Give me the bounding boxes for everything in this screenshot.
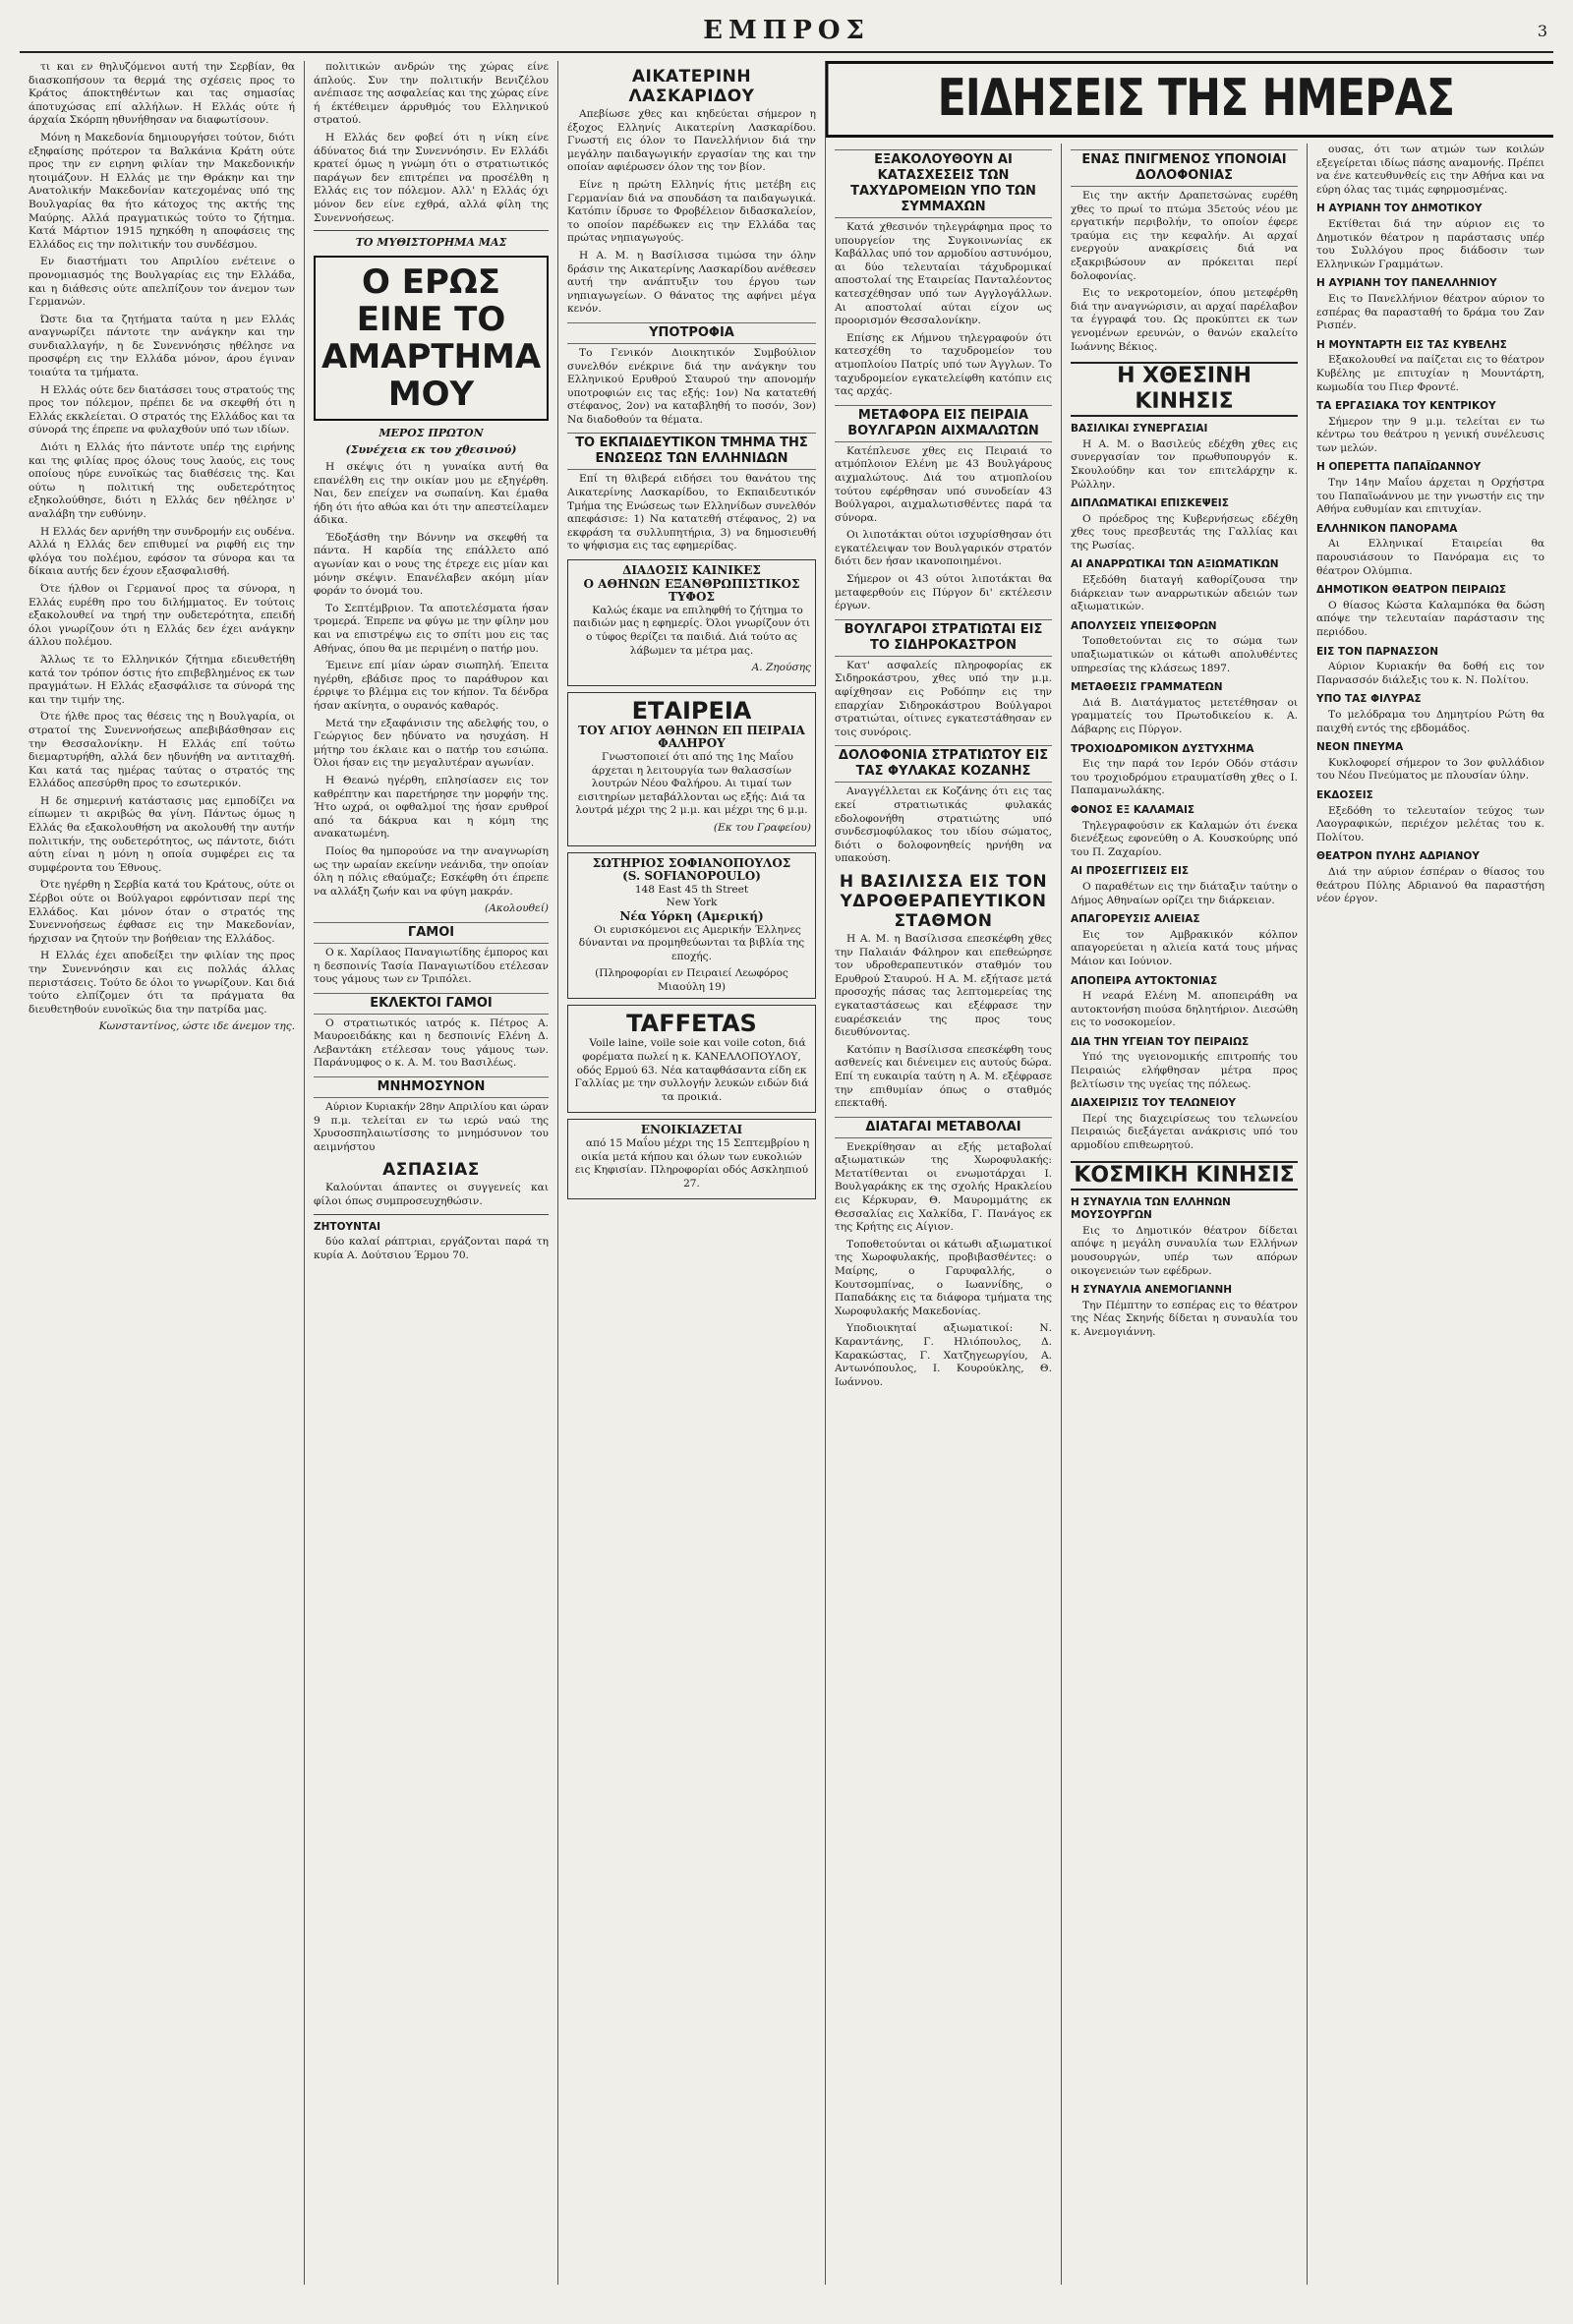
news-paragraph: Εις το νεκροτομείον, όπου μετεφέρθη διά την αναγνώρισιν, αι αρχαί παρέλαβον τα έγγραφά του. Ως προκύπτει εκ των γενομένων ερευνών, ο θανών εκαλείτο Ιωάννης Βέκιος. [1071, 287, 1298, 353]
rent-title: ΕΝΟΙΚΙΑΖΕΤΑΙ [640, 1123, 743, 1137]
item-heading: ΑΠΑΓΟΡΕΥΣΙΣ ΑΛΙΕΙΑΣ [1071, 913, 1200, 926]
advert-signature: Α. Ζηούσης [751, 662, 811, 674]
advert-typhus [567, 559, 816, 686]
news-paragraph: ουσας, ότι των ατμών των κοιλών εξεγείρεται ιδίως πάσης αναμονής. Πρέπει να ένε κατευθυνθείς εις την Αθήνα και να εύρη όλας τας τιμάς εφηρμοσμένας. [1316, 144, 1544, 196]
item-heading: ΕΚΔΟΣΕΙΣ [1316, 788, 1373, 801]
item-text: Ο πρόεδρος της Κυβερνήσεως εδέχθη χθες τους πρεσβευτάς της Γαλλίας και της Ρωσίας. [1071, 512, 1298, 552]
item-heading: ΕΛΛΗΝΙΚΟΝ ΠΑΝΟΡΑΜΑ [1316, 522, 1458, 535]
newspaper-page [20, 12, 1553, 2293]
obituary-paragraph: Η Α. Μ. η Βασίλισσα τιμώσα την όλην δράσιν της Αικατερίνης Λασκαρίδου ανέθεσεν αυτή την ανάπτυξιν του έργου των νηπιαγωγείων. Ο θάνατος της αφήνει μέγα κενόν. [567, 249, 816, 316]
news-heading: ΕΞΑΚΟΛΟΥΘΟΥΝ ΑΙ ΚΑΤΑΣΧΕΣΕΙΣ ΤΩΝ ΤΑΧΥΔΡΟΜΕΙΩΝ ΥΠΟ ΤΩΝ ΣΥΜΜΑΧΩΝ [835, 149, 1052, 218]
news-paragraph: Επίσης εκ Λήμνου τηλεγραφούν ότι κατεσχέθη το ταχυδρομείον του ατμοπλοίου Πατρίς υπό των Άγγλων. Το ταχυδρομείον εγκατελείφθη κατόπιν εις τας αρχάς. [835, 331, 1052, 398]
item-text: Ο παραθέτων εις την διάταξιν ταύτην ο Δήμος Αθηναίων ορίζει την διάρκειαν. [1071, 880, 1298, 906]
item-text: Η νεαρά Ελένη Μ. αποπειράθη να αυτοκτονήση πιούσα δηλητήριον. Διεσώθη εις το νοσοκομείον. [1071, 990, 1298, 1029]
item-text: Σήμερον την 9 μ.μ. τελείται εν τω κέντρω του θεάτρου η γενική συνέλευσις των μελών. [1316, 415, 1544, 454]
divider [314, 1214, 549, 1215]
news-paragraph: Υποδιοικηταί αξιωματικοί: Ν. Καραντάνης, Γ. Ηλιόπουλος, Δ. Καρακώστας, Γ. Χατζηγεωργίου, Α. Αντωνόπουλος, Ι. Κουρούκλης, Θ. Ιωάννου. [835, 1322, 1052, 1388]
article-paragraph: πολιτικών ανδρών της χώρας είνε άπλούς. Συν την πολιτικήν Βενιζέλου ανέπιασε της ασφαλείας και της χώρας είνε ή έκτέθειμεν άρρυθμός του Ελληνικού στρατού. [314, 61, 549, 127]
memorial-name: ΑΣΠΑΣΙΑΣ [382, 1160, 480, 1181]
column-3 [558, 61, 826, 2285]
item-text: Εις το Δημοτικόν θέατρον δίδεται απόψε η μεγάλη συναυλία των Ελλήνων μουσουργών, υπέρ των απόρων οικογενειών των εφέδρων. [1071, 1224, 1298, 1277]
item-heading: ΑΠΟΛΥΣΕΙΣ ΥΠΕΙΣΦΟΡΩΝ [1071, 619, 1217, 632]
obituary-heading: ΑΙΚΑΤΕΡΙΝΗ ΛΑΣΚΑΡΙΔΟΥ [628, 67, 755, 106]
news-heading: ΕΝΑΣ ΠΝΙΓΜΕΝΟΣ ΥΠΟΝΟΙΑΙ ΔΟΛΟΦΟΝΙΑΣ [1071, 149, 1298, 187]
news-section [826, 61, 1553, 2285]
column-5 [1062, 144, 1308, 2285]
article-paragraph: τι και εν θηλυζόμενοι αυτή την Σερβίαν, θα διασκοπήσουν τα θερμά της σχέσεις προς το Κράτος άποκτηθέντων και τας σημασίας άποτυχώσας επί αλλήλων. Η Ελλάς ούτε ή άρχαία Σκόρπη ηθυνήθησαν να διαφωτίσουν. [29, 61, 295, 127]
item-heading: ΒΑΣΙΛΙΚΑΙ ΣΥΝΕΡΓΑΣΙΑΙ [1071, 423, 1208, 436]
item-heading: ΑΠΟΠΕΙΡΑ ΑΥΤΟΚΤΟΝΙΑΣ [1071, 974, 1218, 987]
serial-paragraph: Μετά την εξαφάνισιν της αδελφής του, ο Γεώργιος δεν ηδύνατο να ησυχάση. Η μήτηρ του έκλαιε και ο πατήρ του εσιώπα. Όλοι ήσαν εις την μεγαλυτέραν αγωνίαν. [314, 717, 549, 770]
item-text: Εις τον Αμβρακικόν κόλπον απαγορεύεται η αλιεία κατά τους μήνας Μάιον και Ιούνιον. [1071, 928, 1298, 967]
advert-title: Ο ΑΘΗΝΩΝ ΕΞΑΝΘΡΩΠΙΣΤΙΚΟΣ ΤΥΦΟΣ [583, 576, 800, 605]
news-paragraph: Σήμερον οι 43 ούτοι λιποτάκται θα μεταφερθούν εις Πύργον δι' εκτέλεσιν έργων. [835, 573, 1052, 612]
item-text: Εκτίθεται διά την αύριον εις το Δημοτικόν θέατρον η παράστασις υπέρ του Συλλόγου προς διάδοσιν των Ελληνικών Γραμμάτων. [1316, 217, 1544, 270]
shop-city: Νέα Υόρκη (Αμερική) [619, 908, 764, 923]
article-paragraph: Εν διαστήματι του Απριλίου ενέτεινε ο προνομιασμός της Βουλγαρίας εις την Ελλάδα, και η διάθεσις ούτε απελπίζουν τον άνεμον των Γερμανών. [29, 256, 295, 309]
item-text: Διά Β. Διατάγματος μετετέθησαν οι γραμματείς του Πρωτοδικείου κ. Α. Δάβαρης εις Πύργον. [1071, 696, 1298, 735]
shop-address-2: New York [666, 897, 718, 909]
article-paragraph: Ότε ήλθε προς τας θέσεις της η Βουλγαρία, οι στρατοί της Συνεννοήσεως απεβιβάσθησαν εις την Θεσσαλονίκην. Η Ελλάς επί τούτω διεμαρτυρήθη, αλλά δεν ηδυνήθη να αντιταχθή. Και κατά τας ημέρας ταύτας ο στρατός της Ελλάδος απεσύρθη προς το εσωτερικόν. [29, 711, 295, 790]
news-columns [826, 144, 1553, 2285]
company-subtitle: ΤΟΥ ΑΓΙΟΥ ΑΘΗΝΩΝ ΕΠ ΠΕΙΡΑΙΑ ΦΑΛΗΡΟΥ [578, 723, 805, 751]
item-text: Εις το Πανελλήνιον θέατρον αύριον το εσπέρας θα παρασταθή το δράμα του Ζαν Ρισπέν. [1316, 292, 1544, 332]
news-heading: ΔΙΑΤΑΓΑΙ ΜΕΤΑΒΟΛΑΙ [835, 1117, 1052, 1138]
taffetas-title: TAFFETAS [626, 1010, 757, 1038]
item-heading: Η ΣΥΝΑΥΛΙΑ ΤΩΝ ΕΛΛΗΝΩΝ ΜΟΥΣΟΥΡΓΩΝ [1071, 1195, 1231, 1222]
item-heading: ΑΙ ΑΝΑΡΡΩΤΙΚΑΙ ΤΩΝ ΑΞΙΩΜΑΤΙΚΩΝ [1071, 558, 1279, 571]
item-text: Ο θίασος Κώστα Καλαμπόκα θα δώση απόψε την τελευταίαν παράστασιν της περιόδου. [1316, 599, 1544, 638]
item-heading: ΔΙΑΧΕΙΡΙΣΙΣ ΤΟΥ ΤΕΛΩΝΕΙΟΥ [1071, 1097, 1236, 1110]
article-paragraph: Ότε ηγέρθη η Σερβία κατά του Κράτους, ούτε οι Σέρβοι ούτε οι Βούλγαροι εφρόντισαν περί της Ελλάδος. Και μόνον όταν ο στρατός της Συνεννοήσεως έφθασε εις την Μακεδονίαν, ήρχισαν να ζητούν την βοήθειαν της Ελλάδος. [29, 879, 295, 945]
news-paragraph: Ενεκρίθησαν αι εξής μεταβολαί αξιωματικών της Χωροφυλακής: Μετατίθενται οι ενωμοτάρχαι Ι. Βουλγαράκης εκ της σχολής Ηρακλείου εις Κέρκυραν, Θ. Μαυρομμάτης εκ Θεσσαλίας εις Χαλκίδα, Γ. Πανάγος εκ της Κρήτης εις Αίγιον. [835, 1140, 1052, 1234]
item-text: Τοποθετούνται εις το σώμα των υπαξιωματικών οι κάτωθι απολυθέντες υπηρεσίας της κλάσεως 1897. [1071, 635, 1298, 674]
column-2 [305, 61, 558, 2285]
item-text: Κυκλοφορεί σήμερον το 3ον φυλλάδιον του Νέου Πνεύματος με πλουσίαν ύλην. [1316, 756, 1544, 783]
weddings-heading: ΓΑΜΟΙ [314, 922, 549, 944]
news-paragraph: Εις την ακτήν Δραπετσώνας ευρέθη χθες το πρωί το πτώμα 35ετούς νέου με εργατικήν περιβολήν, το οποίον έφερε τραύμα εις την κεφαλήν. Αι αρχαί ενεργούν ανακρίσεις διά να εξακριβώσουν αν πρόκειται περί δολοφονίας. [1071, 190, 1298, 282]
item-text: Περί της διαχειρίσεως του τελωνείου Πειραιώς διεξάγεται ανάκρισις υπό του αρμοδίου επιθεωρητού. [1071, 1112, 1298, 1152]
article-paragraph: Διότι η Ελλάς ήτο πάντοτε υπέρ της ειρήνης και της φιλίας προς όλους τους λαούς, εις τους οποίους ηύρε ευνοϊκώς τας διαθέσεις της. Και ούτω η πολιτική της ουδετερότητος εξηκολούθησε, διότι η Ελλάς δεν ηθέλησε ν' αναλάβη την ευθύνην. [29, 441, 295, 520]
advert-shop [567, 852, 816, 1000]
wanted-text: δύο καλαί ράπτριαι, εργάζονται παρά τη κυρία Α. Δούτσιου Έρμου 70. [314, 1236, 549, 1261]
item-heading: ΥΠΟ ΤΑΣ ΦΙΛΥΡΑΣ [1316, 693, 1422, 706]
exams-text: Το Γενικόν Διοικητικόν Συμβούλιον συνελθόν ενέκρινε διά την ανάγκην του Ελληνικού Ερυθρού Σταυρού την απονομήν υποτροφιών εις τας εξής: 1ον) Να κατατεθή στέφανος, 2ον) να καταβληθή το ποσόν, 3ον) Να διαδοθούν τα θέματα. [567, 346, 816, 426]
item-heading: ΝΕΟΝ ΠΝΕΥΜΑ [1316, 741, 1404, 754]
serial-continuation: (Συνέχεια εκ του χθεσινού) [345, 443, 517, 457]
serial-paragraph: Η σκέψις ότι η γυναίκα αυτή θα επανέλθη εις την οικίαν μου με εξηγέρθη. Ναι, δεν επείχεν να σωπαίνη. Και έμαθα ήδη ότι ήτο αθώα και ότι την απεστείλαμεν άδικα. [314, 460, 549, 527]
serial-part: ΜΕΡΟΣ ΠΡΩΤΟΝ [379, 426, 484, 439]
column-6 [1308, 144, 1553, 2285]
item-heading: Η ΑΥΡΙΑΝΗ ΤΟΥ ΔΗΜΟΤΙΚΟΥ [1316, 203, 1483, 215]
masthead [20, 12, 1553, 53]
news-paragraph: Οι λιποτάκται ούτοι ισχυρίσθησαν ότι εγκατέλειψαν τον Βουλγαρικόν στρατόν διότι δεν ήσαν ικανοποιημένοι. [835, 529, 1052, 568]
item-text: Αι Ελληνικαί Εταιρείαι θα παρουσιάσουν το Πανόραμα εις το θέατρον Ολύμπια. [1316, 538, 1544, 577]
select-weddings-text: Ο στρατιωτικός ιατρός κ. Πέτρος Α. Μαυροειδάκης και η δεσποινίς Ελένη Δ. Λεβαντάκη ετέλεσαν τους γάμους των. Παράνυμφος ο κ. Α. Μ. του Βασιλέως. [314, 1017, 549, 1070]
shop-address-1: 148 East 45 th Street [634, 883, 749, 896]
article-paragraph: Η Ελλάς έχει αποδείξει την φιλίαν της προς την Συνεννόησιν και εις πολλάς άλλας περιστάσεις. Τούτο δε όλοι το γνωρίζουν. Και διά τούτο ελπίζομεν ότι τα πράγματα θα διευθετηθούν ευνοϊκώς δια την πατρίδα μας. [29, 950, 295, 1016]
article-paragraph: Μόνη η Μακεδονία δημιουργήσει τούτον, διότι εξηφαίσης πρότερον τα Βαλκάνια Κράτη ούτε προς την εν ειρηνη φιλίαν την Μακεδονικήν ητοιμάζουν. Η Ελλάς με την Θράκην και την Ανατολικήν Μακεδονίαν κατεχομένας υπό της Βουλγαρίας θα ήτο κάτοχος της ακτής της Μαύρης. Αλλά πραγματικώς τούτο το ζήτημα. Κατά Μάρτιον 1915 ηχηκόθη η αποφάσεις της Ελλάδος εις την πολιτικήν του συνδέσμου. [29, 131, 295, 251]
article-signature: Κωνσταντίνος, ώστε ιδε άνεμον της. [98, 1020, 295, 1033]
item-heading: ΕΙΣ ΤΟΝ ΠΑΡΝΑΣΣΟΝ [1316, 645, 1439, 658]
serial-title: Ο ΕΡΩΣ ΕΙΝΕ ΤΟ ΑΜΑΡΤΗΜΑ ΜΟΥ [321, 261, 542, 414]
shop-text: Οι ευρισκόμενοι εις Αμερικήν Έλληνες δύνανται να προμηθεύωνται τα βιβλία της εποχής. [578, 923, 805, 962]
item-text: Διά την αύριον έσπέραν ο θίασος του θεάτρου Πύλης Αδριανού θα παραστήση νέον έργον. [1316, 865, 1544, 905]
rent-text: από 15 Μαΐου μέχρι της 15 Σεπτεμβρίου η οικία μετά κήπου και όλων των ευκολιών εις Κηφισίαν. Πληροφορίαι οδός Ασκληπιού 27. [574, 1137, 810, 1190]
item-text: Την Πέμπτην το εσπέρας εις το θέατρον της Νέας Σκηνής δίδεται η συναυλία του κ. Ανεμογιάννη. [1071, 1299, 1298, 1338]
news-heading: ΒΟΥΛΓΑΡΟΙ ΣΤΡΑΤΙΩΤΑΙ ΕΙΣ ΤΟ ΣΙΔΗΡΟΚΑΣΤΡΟΝ [835, 619, 1052, 657]
article-paragraph: Ότε ήλθον οι Γερμανοί προς τα σύνορα, η Ελλάς ευρέθη προ του διλήμματος. Εν τούτοις εξακολουθεί να τηρή την ουδετερότητα, επειδή όλοι γνωρίζουν ότι η Ελλάς δεν έχει ανάγκην άλλου πολέμου. [29, 582, 295, 649]
item-heading: ΤΑ ΕΡΓΑΣΙΑΚΑ ΤΟΥ ΚΕΝΤΡΙΚΟΥ [1316, 400, 1496, 413]
company-title: ΕΤΑΙΡΕΙΑ [631, 696, 752, 725]
item-text: Εξεδόθη το τελευταίον τεύχος των Λαογραφικών, περιέχον μελέτας του κ. Πολίτου. [1316, 804, 1544, 843]
item-heading: ΔΙΠΛΩΜΑΤΙΚΑΙ ΕΠΙΣΚΕΨΕΙΣ [1071, 497, 1229, 510]
memorial-heading: ΜΝΗΜΟΣΥΝΟΝ [314, 1076, 549, 1098]
weddings-text: Ο κ. Χαρίλαος Παναγιωτίδης έμπορος και η δεσποινίς Τασία Παναγιωτίδου ετέλεσαν τους γάμους των εν Τριπόλει. [314, 946, 549, 986]
item-heading: ΑΙ ΠΡΟΣΕΓΓΙΣΕΙΣ ΕΙΣ [1071, 865, 1190, 878]
company-signature: (Εκ του Γραφείου) [713, 821, 811, 834]
advert-company [567, 692, 816, 846]
serial-paragraph: Το Σεπτέμβριον. Τα αποτελέσματα ήσαν τρομερά. Έπρεπε να φύγω με την φίλην μου και να επιστρέψω εις το σπίτι μου εις τας Αθήνας, όπου θα με περιμένη ο πατήρ μου. [314, 602, 549, 655]
item-text: Υπό της υγειονομικής επιτροπής του Πειραιώς ελήφθησαν μέτρα προς βελτίωσιν της υγείας της πόλεως. [1071, 1051, 1298, 1090]
item-heading: ΤΡΟΧΙΟΔΡΟΜΙΚΟΝ ΔΥΣΤΥΧΗΜΑ [1071, 742, 1254, 755]
newspaper-title: ΕΜΠΡΟΣ [703, 16, 870, 45]
news-paragraph: Η Α. Μ. η Βασίλισσα επεσκέφθη χθες την Παλαιάν Φάληρον και επεθεώρησε τον υδροθεραπευτικόν σταθμόν του Ερυθρού Σταυρού. Η Α. Μ. εξήτασε μετά προσοχής πάσας τας λεπτομερείας της εγκαταστάσεως και εξέφρασε την ευαρέσκειάν της προς τους διευθύνοντας. [835, 932, 1052, 1039]
serial-paragraph: Έμεινε επί μίαν ώραν σιωπηλή. Έπειτα ηγέρθη, εβάδισε προς το παράθυρον και έρριψε το βλέμμα εις τον κήπον. Τα δένδρα ήσαν ακίνητα, ο ουρανός καθαρός. [314, 660, 549, 712]
news-paragraph: Κατόπιν η Βασίλισσα επεσκέφθη τους ασθενείς και διένειμεν εις αυτούς δώρα. Επί τη ευκαιρία ταύτη η Α. Μ. εξέφρασε την επιθυμίαν όπως ο σταθμός επεκταθή. [835, 1043, 1052, 1110]
item-heading: ΘΕΑΤΡΟΝ ΠΥΛΗΣ ΑΔΡΙΑΝΟΥ [1316, 850, 1480, 863]
advert-taffetas [567, 1005, 816, 1113]
news-paragraph: Κατά χθεσινόν τηλεγράφημα προς το υπουργείον της Συγκοινωνίας εκ Καβάλλας υπό τον αρμοδίου αστυνόμου, αι δύο τελευταίαι τάχυδρομικαί αποστολαί της Εταιρείας Πανταλέοντος κατεσχέθησαν υπό των Αγγλογάλλων. Αι αποστολαί αύται είχον ως προορισμόν Θεσσαλονίκην. [835, 221, 1052, 327]
obituary-paragraph: Απεβίωσε χθες και κηδεύεται σήμερον η έξοχος Ελληνίς Αικατερίνη Λασκαρίδου. Γνωστή εις όλον το Πανελλήνιον διά την μεγάλην παιδαγωγικήν εργασίαν της και την οποίαν αφιέρωσεν όλον της τον βίον. [567, 108, 816, 174]
item-text: Το μελόδραμα του Δημητρίου Ρώτη θα παιχθή εντός της εβδομάδος. [1316, 708, 1544, 734]
item-text: Την 14ην Μαΐου άρχεται η Ορχήστρα του Παπαϊωάννου με την γνωστήν εις την Αθήνα ευθυμίαν και επιτυχίαν. [1316, 477, 1544, 516]
item-heading: ΔΗΜΟΤΙΚΟΝ ΘΕΑΤΡΟΝ ΠΕΙΡΑΙΩΣ [1316, 584, 1507, 597]
item-heading: ΜΕΤΑΘΕΣΙΣ ΓΡΑΜΜΑΤΕΩΝ [1071, 681, 1223, 694]
column-4 [826, 144, 1062, 2285]
news-banner: ΕΙΔΗΣΕΙΣ ΤΗΣ ΗΜΕΡΑΣ [826, 61, 1553, 138]
page-number: 3 [1537, 22, 1547, 40]
article-paragraph: Η Ελλάς δεν φοβεί ότι η νίκη είνε άδύνατος διά την Συνεννόησιν. Εν Ελλάδι κρατεί όμως η γνώμη ότι ο στρατιωτικός παράγων δεν επιτρέπει να προσέλθη η Ελλάς εις τον πόλεμον. Αλλ' η Ελλάς όχι μόνον δεν είνε εχθρά, αλλά φίλη της Συνεννοήσεως. [314, 131, 549, 224]
select-weddings-heading: ΕΚΛΕΚΤΟΙ ΓΑΜΟΙ [314, 993, 549, 1015]
article-paragraph: Η Ελλάς ούτε δεν διατάσσει τους στρατούς της προς τον πόλεμον, πρέπει δε να σκεφθή ότι η Ελλάς εκκλείεται. Ο στρατός της Ελλάδος και τα σύνορά της έπρεπε να φυλαχθούν υπό των ιδίων. [29, 383, 295, 436]
serial-title-box [314, 256, 549, 421]
serial-paragraph: Έδοξάσθη την Βόννην να σκεφθή τα πάντα. Η καρδία της επάλλετο από αγωνίαν και ο νους της έτρεχε εις μίαν και μόνην σκέψιν. Επανέλαβεν ακόμη μίαν φοράν το όνομά του. [314, 531, 549, 598]
memorial-text: Αύριον Κυριακήν 28ην Απριλίου και ώραν 9 π.μ. τελείται εν τω ιερώ ναώ της Χρυσοσπηλαιωτίσσης το μνημόσυνον του αειμνήστου [314, 1101, 549, 1153]
item-text: Αύριον Κυριακήν θα δοθή εις τον Παρνασσόν διάλεξις του κ. Ν. Πολίτου. [1316, 661, 1544, 686]
shop-latin-name: (S. SOFIANOPOULO) [622, 869, 761, 884]
item-text: Εις την παρά τον Ιερόν Οδόν στάσιν του τροχιοδρόμου ετραυματίσθη χθες ο Ι. Παπαμανωλάκης. [1071, 758, 1298, 797]
section-heading: ΚΟΣΜΙΚΗ ΚΙΝΗΣΙΣ [1071, 1161, 1298, 1191]
news-paragraph: Τοποθετούνται οι κάτωθι αξιωματικοί της Χωροφυλακής, προβιβασθέντες: ο Μαίρης, ο Γαρυφαλλής, ο Κουτσομπίνας, ο Ιωαννίδης, ο Παπαδάκης εις τα διάφορα τμήματα της Χωροφυλακής Μακεδονίας. [835, 1238, 1052, 1317]
article-paragraph: Άλλως τε το Ελληνικόν ζήτημα εδιευθετήθη κατά τον τρόπον όστις ήτο επιβεβλημένος εκ των πραγμάτων. Η Ελλάς εξασφάλισε τα σύνορά της και την τιμήν της. [29, 653, 295, 706]
columns [20, 61, 1553, 2285]
item-heading: ΔΙΑ ΤΗΝ ΥΓΕΙΑΝ ΤΟΥ ΠΕΙΡΑΙΩΣ [1071, 1035, 1250, 1048]
advert-label: ΔΙΑΔΟΣΙΣ ΚΑΙΝΙΚΕΣ [622, 563, 761, 578]
column-1 [20, 61, 305, 2285]
divider [314, 230, 549, 231]
item-heading: Η ΜΟΥΝΤΑΡΤΗ ΕΙΣ ΤΑΣ ΚΥΒΕΛΗΣ [1316, 338, 1507, 351]
news-paragraph: Κατ' ασφαλείς πληροφορίας εκ Σιδηροκάστρου, χθες υπό την μ.μ. αφίχθησαν εις Ροδόπην εις την επαρχίαν Σιδηροκάστρου Βούλγαροι στρατιώται, οίτινες εγκατεστάθησαν εν τοις συνόροις. [835, 659, 1052, 738]
item-text: Τηλεγραφούσιν εκ Καλαμών ότι ένεκα διενέξεως εφονεύθη ο Α. Κουσκούρης υπό του Π. Ζαχαρίου. [1071, 819, 1298, 858]
serial-paragraph: Η Θεανώ ηγέρθη, επλησίασεν εις τον καθρέπτην και παρετήρησε την μορφήν της. Ήτο ωχρά, οι οφθαλμοί της ήσαν ερυθροί από τα δάκρυα και η κόμη της ανακατωμένη. [314, 774, 549, 841]
news-heading: ΔΟΛΟΦΟΝΙΑ ΣΤΡΑΤΙΩΤΟΥ ΕΙΣ ΤΑΣ ΦΥΛΑΚΑΣ ΚΟΖΑΝΗΣ [835, 745, 1052, 783]
news-paragraph: Αναγγέλλεται εκ Κοζάνης ότι εις τας εκεί στρατιωτικάς φυλακάς εδολοφονήθη στρατιώτης υπό συνδεσμοφύλακος του ιδίου σώματος, διότι ο δολοφονηθείς ηρνήθη να υπακούση. [835, 785, 1052, 865]
article-paragraph: Ώστε δια τα ζητήματα ταύτα η μεν Ελλάς αναγνωρίζει πάντοτε την ανάγκην και την συνδιαλλαγήν, η δε Συνεννόησις ηθέλησε να προσφέρη εις την Ελλάδα μόνον, άρου έγιναν τοιαύτα τα τμήματα. [29, 313, 295, 379]
item-heading: Η ΟΠΕΡΕΤΤΑ ΠΑΠΑΪΩΑΝΝΟΥ [1316, 461, 1482, 474]
education-text: Επί τη θλιβερά ειδήσει του θανάτου της Αικατερίνης Λασκαρίδου, το Εκπαιδευτικόν Τμήμα της Ενώσεως των Ελληνίδων συνελθόν απεφάσισε: 1) Να κατατεθή στέφανος, 2) να εκφράση τα συλλυπητήρια, 3) να δημοσιευθή το ψήφισμα εις τας εφημερίδας. [567, 473, 816, 552]
memorial-text-2: Καλούνται άπαντες οι συγγενείς και φίλοι όπως συμπροσευχηθώσιν. [314, 1182, 549, 1208]
article-paragraph: Η Ελλάς δεν αρνήθη την συνδρομήν εις ουδένα. Αλλά η Ελλάς δεν επιθυμεί να ριφθή εις την φλόγα του πολέμου, εφόσον τα σύνορα και τα δίκαια αυτής δεν έχουν εξασφαλισθή. [29, 525, 295, 578]
item-heading: Η ΣΥΝΑΥΛΙΑ ΑΝΕΜΟΓΙΑΝΝΗ [1071, 1284, 1233, 1297]
company-text: Γνωστοποιεί ότι από της 1ης Μαΐου άρχεται η λειτουργία των θαλασσίων λουτρών Νέου Φαλήρου. Αι τιμαί των εισιτηρίων μεταβάλλονται ως εξής: Διά τα λουτρά μέχρι της 2 μ.μ. και μέχρι της 6 μ.μ. [575, 750, 808, 817]
advert-text: Καλώς έκαμε να επιληφθή το ζήτημα το παιδιών μας η εφημερίς. Όλοι γνωρίζουν ότι ο τύφος θερίζει τα παιδιά. Διά τούτο ας λάβωμεν τα μέτρα μας. [573, 604, 810, 657]
education-heading: ΤΟ ΕΚΠΑΙΔΕΥΤΙΚΟΝ ΤΜΗΜΑ ΤΗΣ ΕΝΩΣΕΩΣ ΤΩΝ ΕΛΛΗΝΙΔΩΝ [567, 433, 816, 470]
item-heading: Η ΑΥΡΙΑΝΗ ΤΟΥ ΠΑΝΕΛΛΗΝΙΟΥ [1316, 277, 1497, 290]
shop-name: ΣΩΤΗΡΙΟΣ ΣΟΦΙΑΝΟΠΟΥΛΟΣ [592, 855, 791, 870]
news-heading: ΜΕΤΑΦΟΡΑ ΕΙΣ ΠΕΙΡΑΙΑ ΒΟΥΛΓΑΡΩΝ ΑΙΧΜΑΛΩΤΩΝ [835, 405, 1052, 442]
serial-paragraph: Ποίος θα ημπορούσε να την αναγνωρίση ως την ωραίαν εκείνην νεάνιδα, την οποίαν όλη η πόλις εθαύμαζε; Εσκέφθη ότι έπρεπε να αλλάξη ζωήν και να φύγη μακράν. [314, 844, 549, 898]
item-text: Εξεδόθη διαταγή καθορίζουσα την διάρκειαν των αναρρωτικών αδειών των αξιωματικών. [1071, 574, 1298, 613]
shop-note: (Πληροφορίαι εν Πειραιεί Λεωφόρος Μιαούλη 19) [595, 967, 788, 993]
item-heading: ΦΟΝΟΣ ΕΞ ΚΑΛΑΜΑΙΣ [1071, 803, 1195, 816]
article-paragraph: Η δε σημερινή κατάστασις μας εμποδίζει να είπωμεν τι ακριβώς θα γίνη. Πάντως όμως η Ελλάς θα εξακολουθήση να ακολουθή την αυτήν πολιτικήν, της ουδετερότητος, ως πάντοτε, διότι αύτη είναι η μόνη η οποία συμφέρει εις τα συμφέροντα του Έθνους. [29, 794, 295, 874]
section-heading: Η ΧΘΕΣΙΝΗ ΚΙΝΗΣΙΣ [1071, 362, 1298, 417]
news-heading-large: Η ΒΑΣΙΛΙΣΣΑ ΕΙΣ ΤΟΝ ΥΔΡΟΘΕΡΑΠΕΥΤΙΚΟΝ ΣΤΑΘΜΟΝ [839, 871, 1048, 931]
advert-rent [567, 1119, 816, 1199]
item-text: Εξακολουθεί να παίζεται εις το θέατρον Κυβέλης με επιτυχίαν η Μουντάρτη, κωμωδία του Πιερ Φροντέ. [1316, 354, 1544, 393]
exams-heading: ΥΠΟΤΡΟΦΙΑ [567, 322, 816, 344]
item-text: Η Α. Μ. ο Βασιλεύς εδέχθη χθες εις συνεργασίαν τον πρωθυπουργόν κ. Σκουλούδην και τον επιτελάρχην κ. Ρώλλην. [1071, 437, 1298, 491]
wanted-heading: ΖΗΤΟΥΝΤΑΙ [314, 1220, 381, 1233]
serial-tag: ΤΟ ΜΥΘΙΣΤΟΡΗΜΑ ΜΑΣ [355, 236, 507, 250]
serial-signature: (Ακολουθεί) [485, 902, 549, 915]
taffetas-text: Voile laine, voile soie και voile coton, διά φορέματα πωλεί η κ. ΚΑΝΕΛΛΟΠΟΥΛΟΥ, οδός Ερμού 63. Νέα καταφθάσαντα είδη εκ Γαλλίας με την συλλογήν λευκών ειδών διά τα προικιά. [574, 1037, 809, 1103]
news-paragraph: Κατέπλευσε χθες εις Πειραιά το ατμόπλοιον Ελένη με 43 Βουλγάρους αιχμαλώτους. Διά του ατμοπλοίου τούτου εφέρθησαν υπό συνοδείαν 43 Βούλγαροι, αιχμαλωτισθέντες παρά τα σύνορα. [835, 444, 1052, 524]
obituary-paragraph: Είνε η πρώτη Ελληνίς ήτις μετέβη εις Γερμανίαν διά να σπουδάση τα παιδαγωγικά. Κατόπιν ίδρυσε το Φροβέλειον διδασκαλείον, το οποίον παρέδωκεν εις την Ελλάδα τας πρώτας νηπιαγωγούς. [567, 178, 816, 245]
